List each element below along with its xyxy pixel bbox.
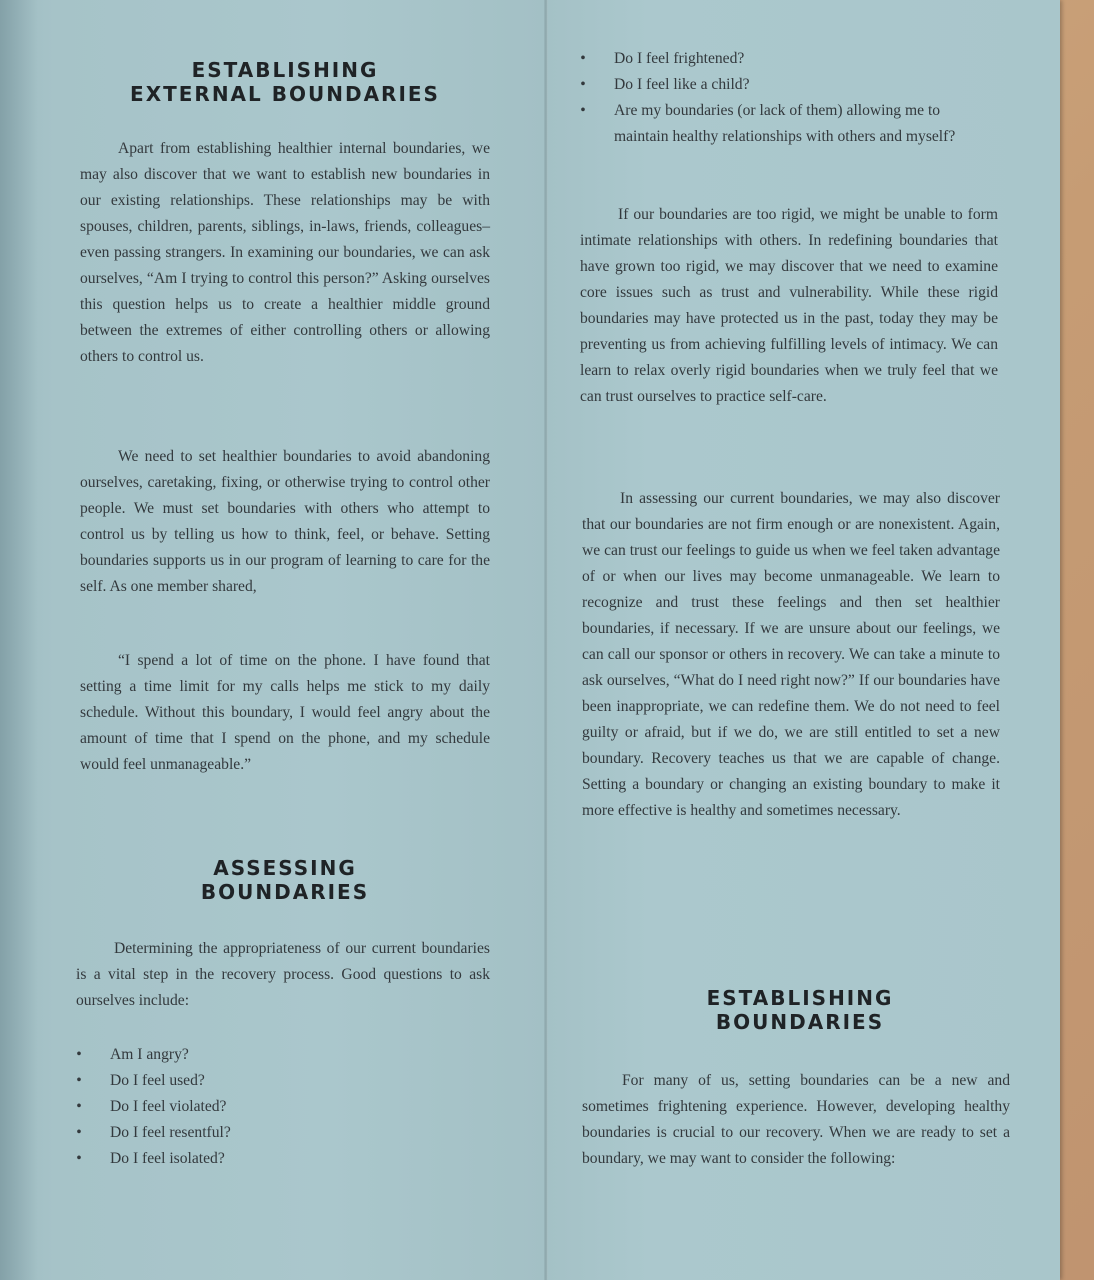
list-item [74, 1094, 474, 1120]
list-item-text: Do I feel isolated? [110, 1150, 225, 1167]
bullet-icon: • [580, 50, 586, 67]
left-edge-shadow [0, 0, 38, 1280]
right-panel [546, 0, 1060, 1280]
list-item-text: Do I feel frightened? [614, 50, 745, 67]
list-item [578, 72, 998, 98]
heading-line-1: ESTABLISHING [706, 986, 894, 1010]
bullet-icon: • [76, 1098, 82, 1115]
heading-line-2: BOUNDARIES [200, 880, 370, 904]
list-item-text: Are my boundaries (or lack of them) allowing me to maintain healthy relationships with others and myself? [614, 102, 956, 145]
question-list-left [74, 1042, 474, 1172]
heading-establishing-boundaries [590, 986, 1010, 1034]
member-quote: “I spend a lot of time on the phone. I have found that setting a time limit for my calls helps me stick to my daily schedule. Without this boundary, I would feel angry about the amount of time that I spend on the phone, and my schedule would feel unmanageable.” [80, 652, 490, 773]
list-item [578, 98, 998, 150]
list-item [74, 1146, 474, 1172]
paragraph-external-2: We need to set healthier boundaries to avoid abandoning ourselves, caretaking, fixing, or otherwise trying to control other people. We must set boundaries with others who attempt to control us by telling us how to think, feel, or behave. Setting boundaries supports us in our program of learning to care for the self. As one member shared, [80, 448, 490, 595]
paragraph-assessing-current: In assessing our current boundaries, we may also discover that our boundaries are not firm enough or are nonexistent. Again, we can trust our feelings to guide us when we feel taken advantage of or when our lives may become unmanageable. We learn to recognize and trust these feelings and then set healthier boundaries, if necessary. If we are unsure about our feelings, we can call our sponsor or others in recovery. We can take a minute to ask ourselves, “What do I need right now?” If our boundaries have been inappropriate, we can redefine them. We do not need to feel guilty or afraid, but if we do, we are still entitled to set a new boundary. Recovery teaches us that we are capable of change. Setting a boundary or changing an existing boundary to make it more effective is healthy and sometimes necessary. [582, 490, 1000, 819]
bullet-icon: • [76, 1046, 82, 1063]
bullet-icon: • [76, 1072, 82, 1089]
list-item [578, 46, 998, 72]
paragraph-rigid-boundaries: If our boundaries are too rigid, we might be unable to form intimate relationships with others. In redefining boundaries that have grown too rigid, we may discover that we need to examine core issues such as trust and vulnerability. While these rigid boundaries may have protected us in the past, today they may be preventing us from achieving fulfilling levels of intimacy. We can learn to relax overly rigid boundaries when we truly feel that we can trust ourselves to practice self-care. [580, 206, 998, 405]
heading-line-1: ASSESSING [213, 856, 357, 880]
heading-line-2: EXTERNAL BOUNDARIES [130, 82, 440, 106]
list-item-text: Do I feel resentful? [110, 1124, 231, 1141]
list-item [74, 1042, 474, 1068]
list-item [74, 1120, 474, 1146]
left-panel [0, 0, 546, 1280]
paragraph-assessing: Determining the appropriateness of our current boundaries is a vital step in the recovery process. Good questions to ask ourselves include: [76, 940, 490, 1009]
bullet-icon: • [580, 76, 586, 93]
list-item-text: Am I angry? [110, 1046, 189, 1063]
bullet-icon: • [76, 1150, 82, 1167]
list-item-text: Do I feel violated? [110, 1098, 227, 1115]
center-fold [544, 0, 548, 1280]
paragraph-establishing: For many of us, setting boundaries can be a new and sometimes frightening experience. However, developing healthy boundaries is crucial to our recovery. When we are ready to set a boundary, we may want to consider the following: [582, 1072, 1010, 1167]
question-list-right [578, 46, 998, 150]
bullet-icon: • [76, 1124, 82, 1141]
bullet-icon: • [580, 102, 586, 119]
heading-line-2: BOUNDARIES [715, 1010, 885, 1034]
heading-line-1: ESTABLISHING [191, 58, 379, 82]
list-item-text: Do I feel like a child? [614, 76, 750, 93]
heading-assessing-boundaries [70, 856, 500, 904]
list-item-text: Do I feel used? [110, 1072, 205, 1089]
heading-establishing-external-boundaries [70, 58, 500, 106]
list-item [74, 1068, 474, 1094]
paragraph-external-1: Apart from establishing healthier internal boundaries, we may also discover that we want to establish new boundaries in our existing relationships. These relationships may be with spouses, children, parents, siblings, in-laws, friends, colleagues–even passing strangers. In examining our boundaries, we can ask ourselves, “Am I trying to control this person?” Asking ourselves this question helps us to create a healthier middle ground between the extremes of either controlling others or allowing others to control us. [80, 140, 490, 365]
